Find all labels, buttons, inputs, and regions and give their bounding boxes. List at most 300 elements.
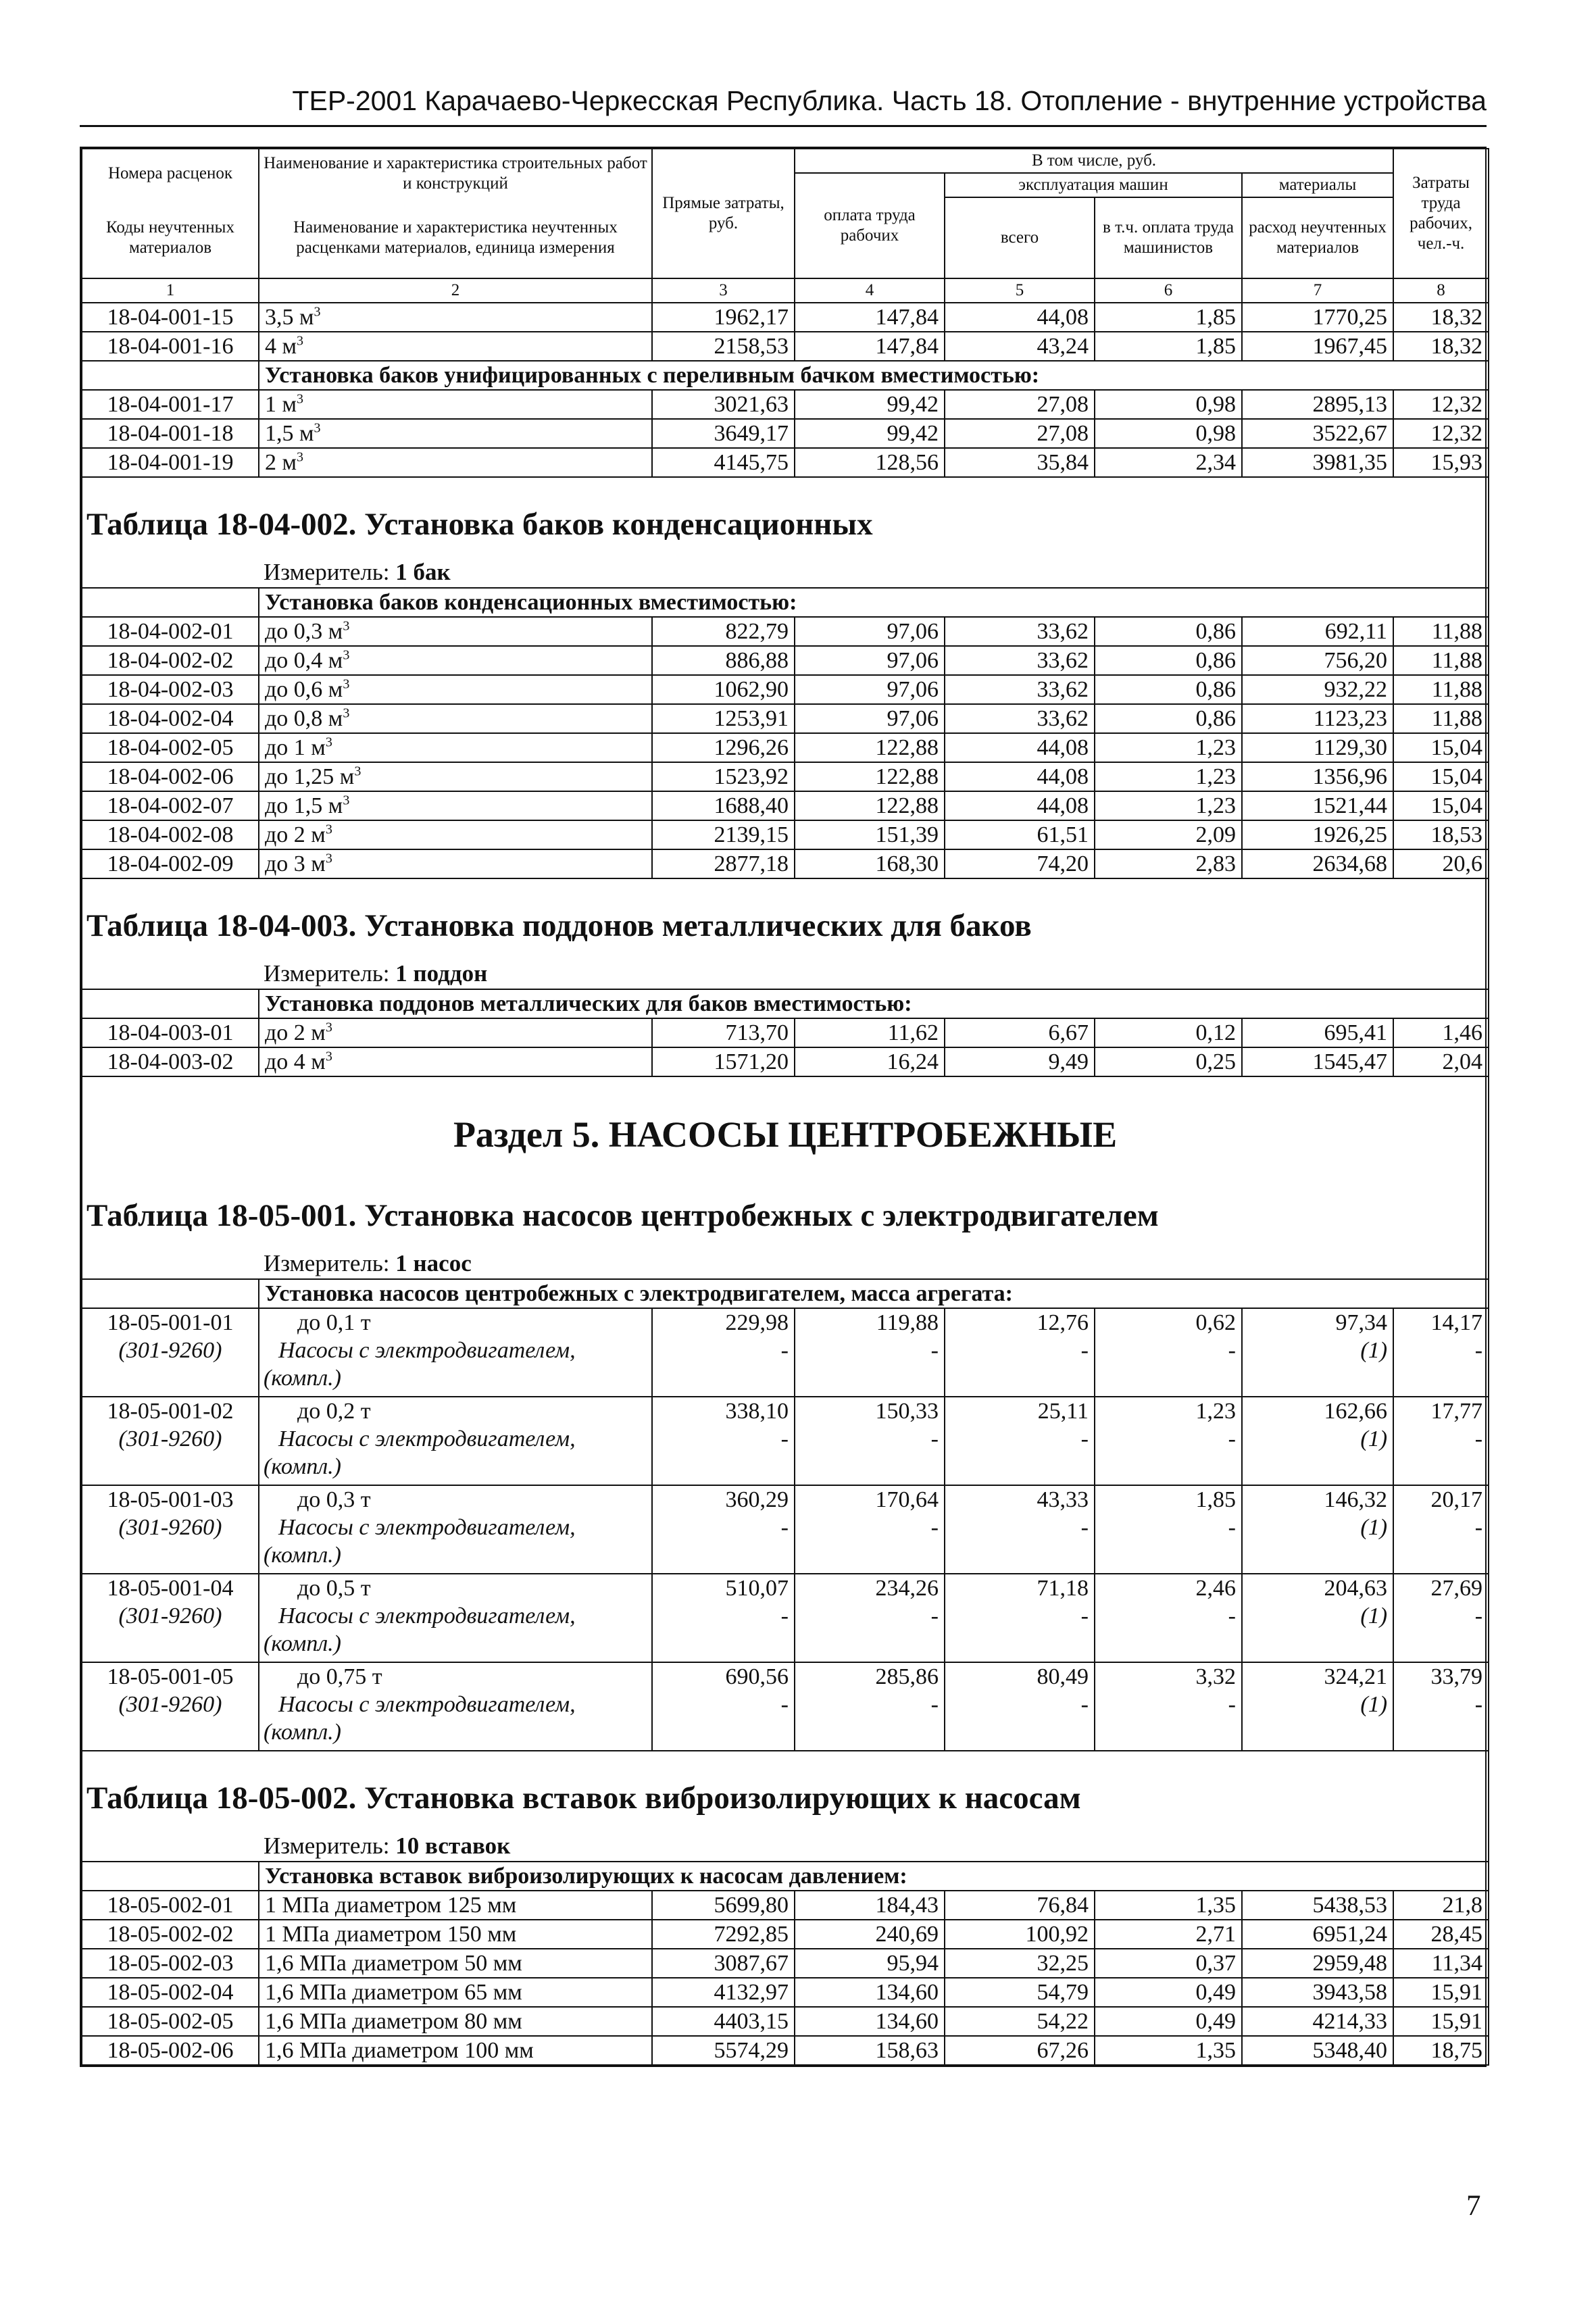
table-row	[82, 303, 1489, 332]
value-c8: 27,69	[1430, 1576, 1483, 1601]
rate-code: 18-04-001-18	[82, 419, 259, 448]
material-unit: (компл.)	[264, 1366, 341, 1391]
work-name	[259, 303, 652, 332]
table-row	[82, 2007, 1489, 2036]
material-dash: -	[930, 1426, 939, 1451]
value-cell-c5	[945, 1574, 1095, 1662]
value-cell-c6	[1095, 1308, 1242, 1397]
material-dash: -	[1474, 1426, 1483, 1451]
meter-value: 10 вставок	[395, 1833, 511, 1859]
spacer-row	[82, 947, 1489, 959]
material-dash: -	[780, 1426, 789, 1451]
value-cell-c6	[1095, 1485, 1242, 1574]
table-title: Таблица 18-05-002. Установка вставок виброизолирующих к насосам	[82, 1776, 1489, 1819]
work-name	[259, 1978, 652, 2007]
value-c6: 1,85	[1095, 303, 1242, 332]
value-c3: 3087,67	[652, 1949, 795, 1978]
value-cell-c4	[795, 1574, 945, 1662]
meter-row	[82, 1249, 1489, 1279]
material-dash: -	[1080, 1515, 1089, 1540]
value-cell-c4	[795, 1308, 945, 1397]
value-c6: 2,09	[1095, 820, 1242, 849]
material-dash: -	[1228, 1515, 1236, 1540]
material-quantity: (1)	[1360, 1338, 1388, 1363]
rate-code: 18-05-002-04	[82, 1978, 259, 2007]
spacer-row	[82, 1751, 1489, 1776]
value-cell-c7	[1242, 1485, 1393, 1574]
unit-exponent: 3	[297, 333, 304, 349]
value-c8: 11,88	[1393, 675, 1489, 704]
material-dash: -	[930, 1692, 939, 1717]
table-header	[82, 149, 1489, 303]
material-dash: -	[1474, 1603, 1483, 1628]
work-name	[259, 646, 652, 675]
value-c8: 15,93	[1393, 448, 1489, 477]
value-c8: 2,04	[1393, 1047, 1489, 1076]
work-name-text: до 4 м	[265, 1049, 326, 1074]
value-c7: 1770,25	[1242, 303, 1393, 332]
value-c4: 158,63	[795, 2036, 945, 2065]
value-c3: 713,70	[652, 1018, 795, 1047]
value-c4: 184,43	[795, 1891, 945, 1920]
table-title-row	[82, 502, 1489, 545]
unit-exponent: 3	[343, 705, 350, 721]
meter-value: 1 бак	[395, 559, 451, 585]
material-dash: -	[780, 1603, 789, 1628]
value-c8: 18,53	[1393, 820, 1489, 849]
work-name-text: 1 МПа диаметром 125 мм	[265, 1893, 517, 1918]
value-c8: 15,91	[1393, 1978, 1489, 2007]
value-c7: 1545,47	[1242, 1047, 1393, 1076]
meter-label: Измеритель:	[264, 559, 390, 585]
header-num-7: 7	[1242, 278, 1393, 303]
work-name	[259, 2007, 652, 2036]
material-dash: -	[1080, 1338, 1089, 1363]
rate-code: 18-04-002-05	[82, 733, 259, 762]
value-c5: 74,20	[945, 849, 1095, 878]
value-c4: 122,88	[795, 733, 945, 762]
value-c5: 44,08	[945, 733, 1095, 762]
table-row	[82, 675, 1489, 704]
work-name	[259, 791, 652, 820]
table-row	[82, 646, 1489, 675]
rate-code: 18-05-001-01	[107, 1310, 234, 1335]
value-c7: 1926,25	[1242, 820, 1393, 849]
value-c3: 1962,17	[652, 303, 795, 332]
value-c8: 17,77	[1430, 1399, 1483, 1424]
work-name	[259, 390, 652, 419]
spacer	[82, 1158, 1489, 1193]
rate-code-cell	[82, 1662, 259, 1751]
material-code: (301-9260)	[118, 1515, 222, 1540]
header-col4: оплата труда рабочих	[795, 173, 945, 278]
value-c4: 170,64	[875, 1487, 939, 1512]
header-materials: материалы	[1242, 173, 1393, 197]
value-cell-c7	[1242, 1574, 1393, 1662]
table-row	[82, 762, 1489, 791]
meter-row	[82, 1831, 1489, 1862]
rate-code: 18-04-001-19	[82, 448, 259, 477]
group-title: Установка баков конденсационных вместимостью:	[259, 588, 1489, 617]
value-cell-c6	[1095, 1397, 1242, 1485]
work-name-text: 1 м	[265, 392, 297, 417]
value-c7: 204,63	[1324, 1576, 1388, 1601]
spacer	[82, 545, 1489, 557]
value-c7: 6951,24	[1242, 1920, 1393, 1949]
value-c7: 756,20	[1242, 646, 1393, 675]
header-col3: Прямые затраты, руб.	[652, 149, 795, 278]
rate-code: 18-04-002-03	[82, 675, 259, 704]
group-row	[82, 361, 1489, 390]
rate-code: 18-05-001-03	[107, 1487, 234, 1512]
work-name	[259, 448, 652, 477]
value-c8: 20,6	[1393, 849, 1489, 878]
value-c5: 27,08	[945, 390, 1095, 419]
value-c7: 692,11	[1242, 617, 1393, 646]
unit-exponent: 3	[325, 735, 332, 750]
value-c6: 0,49	[1095, 2007, 1242, 2036]
value-c4: 122,88	[795, 762, 945, 791]
table-row	[82, 1485, 1489, 1574]
rate-code: 18-04-002-09	[82, 849, 259, 878]
value-cell-c5	[945, 1308, 1095, 1397]
meter-label: Измеритель:	[264, 960, 390, 987]
value-c4: 97,06	[795, 704, 945, 733]
value-c3: 1296,26	[652, 733, 795, 762]
work-name-text: до 1,25 м	[265, 764, 355, 789]
value-cell-c3	[652, 1308, 795, 1397]
table-row	[82, 1397, 1489, 1485]
value-c5: 100,92	[945, 1920, 1095, 1949]
header-col8: Затраты труда рабочих, чел.-ч.	[1393, 149, 1489, 278]
spacer-row	[82, 1076, 1489, 1104]
value-c3: 822,79	[652, 617, 795, 646]
spacer-row	[82, 1158, 1489, 1193]
meter-value: 1 насос	[395, 1250, 472, 1276]
value-c4: 147,84	[795, 303, 945, 332]
value-cell-c7	[1242, 1397, 1393, 1485]
value-c3: 1688,40	[652, 791, 795, 820]
rate-code-cell	[82, 1485, 259, 1574]
rate-code: 18-05-002-01	[82, 1891, 259, 1920]
value-c3: 1571,20	[652, 1047, 795, 1076]
value-c7: 5348,40	[1242, 2036, 1393, 2065]
table-title-row	[82, 903, 1489, 947]
work-name	[259, 1920, 652, 1949]
rate-code: 18-05-002-02	[82, 1920, 259, 1949]
value-cell-c5	[945, 1662, 1095, 1751]
work-name-text: 1,6 МПа диаметром 50 мм	[265, 1951, 522, 1976]
work-name	[259, 820, 652, 849]
work-name-text: до 1,5 м	[265, 793, 343, 818]
value-c3: 338,10	[725, 1399, 789, 1424]
table-title-row	[82, 1193, 1489, 1237]
table-title: Таблица 18-04-003. Установка поддонов металлических для баков	[82, 903, 1489, 947]
material-unit: (компл.)	[264, 1631, 341, 1656]
value-c3: 2158,53	[652, 332, 795, 361]
meter-value: 1 поддон	[395, 960, 488, 987]
value-c5: 71,18	[1037, 1576, 1089, 1601]
value-c4: 151,39	[795, 820, 945, 849]
value-c6: 0,25	[1095, 1047, 1242, 1076]
meter-label: Измеритель:	[264, 1250, 390, 1276]
value-c3: 4132,97	[652, 1978, 795, 2007]
table-row	[82, 704, 1489, 733]
value-c4: 285,86	[875, 1664, 939, 1689]
work-name-text: до 3 м	[265, 851, 326, 876]
group-empty-cell	[82, 588, 259, 617]
rate-code: 18-04-002-01	[82, 617, 259, 646]
value-c8: 28,45	[1393, 1920, 1489, 1949]
rate-code: 18-05-002-05	[82, 2007, 259, 2036]
work-name-cell	[259, 1485, 652, 1574]
value-c8: 11,88	[1393, 646, 1489, 675]
value-c6: 1,35	[1095, 2036, 1242, 2065]
meter	[82, 557, 1489, 588]
value-c3: 1253,91	[652, 704, 795, 733]
work-name	[259, 2036, 652, 2065]
rate-code: 18-04-003-02	[82, 1047, 259, 1076]
value-c6: 2,46	[1195, 1576, 1236, 1601]
table-row	[82, 733, 1489, 762]
work-name-text: 2 м	[265, 450, 297, 475]
value-cell-c8	[1393, 1662, 1489, 1751]
unit-exponent: 3	[343, 793, 350, 808]
value-c7: 1356,96	[1242, 762, 1393, 791]
work-name: до 0,3 т	[297, 1487, 371, 1512]
material-quantity: (1)	[1360, 1603, 1388, 1628]
table-row	[82, 820, 1489, 849]
group-row	[82, 1862, 1489, 1891]
value-c8: 15,04	[1393, 791, 1489, 820]
value-c7: 932,22	[1242, 675, 1393, 704]
value-c4: 99,42	[795, 390, 945, 419]
table-row	[82, 791, 1489, 820]
header-col5: всего	[945, 197, 1095, 278]
material-dash: -	[1228, 1426, 1236, 1451]
header-num-6: 6	[1095, 278, 1242, 303]
meter-row	[82, 557, 1489, 588]
value-c4: 95,94	[795, 1949, 945, 1978]
work-name: до 0,75 т	[297, 1664, 382, 1689]
value-c5: 76,84	[945, 1891, 1095, 1920]
value-c3: 3021,63	[652, 390, 795, 419]
value-c5: 43,24	[945, 332, 1095, 361]
material-dash: -	[1080, 1692, 1089, 1717]
unit-exponent: 3	[297, 391, 304, 407]
value-c5: 44,08	[945, 791, 1095, 820]
value-c4: 99,42	[795, 419, 945, 448]
value-c8: 14,17	[1430, 1310, 1483, 1335]
value-c6: 1,85	[1095, 332, 1242, 361]
value-c7: 324,21	[1324, 1664, 1388, 1689]
value-c7: 695,41	[1242, 1018, 1393, 1047]
work-name-text: 4 м	[265, 334, 297, 359]
material-unit: (компл.)	[264, 1543, 341, 1568]
table-row	[82, 1308, 1489, 1397]
work-name: до 0,2 т	[297, 1399, 371, 1424]
value-c6: 0,12	[1095, 1018, 1242, 1047]
work-name-text: до 0,8 м	[265, 706, 343, 731]
value-c3: 4145,75	[652, 448, 795, 477]
value-cell-c5	[945, 1397, 1095, 1485]
rate-code: 18-04-002-07	[82, 791, 259, 820]
group-title: Установка вставок виброизолирующих к насосам давлением:	[259, 1862, 1489, 1891]
value-c5: 44,08	[945, 303, 1095, 332]
group-title: Установка баков унифицированных с переливным бачком вместимостью:	[259, 361, 1489, 390]
value-c4: 119,88	[876, 1310, 939, 1335]
work-name	[259, 849, 652, 878]
table-row	[82, 1047, 1489, 1076]
value-c5: 61,51	[945, 820, 1095, 849]
rate-code: 18-04-002-02	[82, 646, 259, 675]
work-name-text: 1,6 МПа диаметром 80 мм	[265, 2009, 522, 2034]
value-c4: 97,06	[795, 675, 945, 704]
value-c5: 54,79	[945, 1978, 1095, 2007]
value-c8: 11,88	[1393, 617, 1489, 646]
rate-code: 18-04-002-06	[82, 762, 259, 791]
rate-code: 18-05-001-02	[107, 1399, 234, 1424]
material-unit: (компл.)	[264, 1720, 341, 1745]
value-c6: 2,83	[1095, 849, 1242, 878]
value-c8: 18,32	[1393, 332, 1489, 361]
table-row	[82, 1920, 1489, 1949]
value-c6: 2,71	[1095, 1920, 1242, 1949]
work-name-cell	[259, 1397, 652, 1485]
material-name: Насосы с электродвигателем,	[278, 1515, 576, 1540]
value-c4: 134,60	[795, 2007, 945, 2036]
value-c5: 33,62	[945, 646, 1095, 675]
header-machines: эксплуатация машин	[945, 173, 1242, 197]
work-name-text: до 0,3 м	[265, 619, 343, 644]
spacer-row	[82, 477, 1489, 502]
material-dash: -	[1080, 1426, 1089, 1451]
group-empty-cell	[82, 989, 259, 1018]
value-c6: 1,85	[1195, 1487, 1236, 1512]
meter-row	[82, 959, 1489, 989]
unit-exponent: 3	[325, 1020, 332, 1035]
value-c4: 11,62	[795, 1018, 945, 1047]
material-code: (301-9260)	[118, 1338, 222, 1363]
material-dash: -	[1228, 1338, 1236, 1363]
material-dash: -	[1474, 1692, 1483, 1717]
value-c3: 360,29	[725, 1487, 789, 1512]
unit-exponent: 3	[343, 647, 350, 663]
value-c5: 33,62	[945, 617, 1095, 646]
value-c5: 32,25	[945, 1949, 1095, 1978]
work-name: до 0,5 т	[297, 1576, 371, 1601]
value-c7: 1521,44	[1242, 791, 1393, 820]
section-title-row	[82, 1104, 1489, 1158]
value-cell-c4	[795, 1485, 945, 1574]
value-c3: 229,98	[725, 1310, 789, 1335]
value-c6: 3,32	[1195, 1664, 1236, 1689]
meter-label: Измеритель:	[264, 1833, 390, 1859]
value-c8: 15,91	[1393, 2007, 1489, 2036]
work-name-text: 1,6 МПа диаметром 65 мм	[265, 1980, 522, 2005]
spacer	[82, 1237, 1489, 1249]
value-c8: 33,79	[1430, 1664, 1483, 1689]
value-c5: 12,76	[1037, 1310, 1089, 1335]
value-c8: 18,32	[1393, 303, 1489, 332]
value-c4: 234,26	[875, 1576, 939, 1601]
table-row	[82, 390, 1489, 419]
value-cell-c6	[1095, 1574, 1242, 1662]
value-c8: 18,75	[1393, 2036, 1489, 2065]
meter	[82, 959, 1489, 989]
work-name: до 0,1 т	[297, 1310, 371, 1335]
value-c7: 1123,23	[1242, 704, 1393, 733]
table-title: Таблица 18-04-002. Установка баков конденсационных	[82, 502, 1489, 545]
value-cell-c8	[1393, 1397, 1489, 1485]
value-cell-c5	[945, 1485, 1095, 1574]
table-row	[82, 1574, 1489, 1662]
table-body	[82, 303, 1489, 2065]
header-col7: расход неучтенных материалов	[1242, 197, 1393, 278]
value-c6: 0,86	[1095, 646, 1242, 675]
table-row	[82, 1891, 1489, 1920]
value-c7: 97,34	[1335, 1310, 1388, 1335]
value-cell-c8	[1393, 1485, 1489, 1574]
value-c5: 80,49	[1037, 1664, 1089, 1689]
work-name	[259, 704, 652, 733]
value-c6: 0,62	[1195, 1310, 1236, 1335]
material-unit: (компл.)	[264, 1454, 341, 1479]
value-cell-c3	[652, 1397, 795, 1485]
table-row	[82, 849, 1489, 878]
value-c7: 162,66	[1324, 1399, 1388, 1424]
rate-code: 18-05-002-03	[82, 1949, 259, 1978]
work-name	[259, 419, 652, 448]
header-rule	[80, 125, 1487, 127]
table-row	[82, 1018, 1489, 1047]
material-quantity: (1)	[1360, 1426, 1388, 1451]
value-c8: 1,46	[1393, 1018, 1489, 1047]
header-num-2: 2	[259, 278, 652, 303]
unit-exponent: 3	[354, 764, 361, 779]
value-c7: 3943,58	[1242, 1978, 1393, 2007]
value-cell-c3	[652, 1574, 795, 1662]
group-empty-cell	[82, 361, 259, 390]
group-empty-cell	[82, 1279, 259, 1308]
value-c8: 12,32	[1393, 390, 1489, 419]
value-cell-c6	[1095, 1662, 1242, 1751]
section-title: Раздел 5. НАСОСЫ ЦЕНТРОБЕЖНЫЕ	[82, 1104, 1489, 1158]
value-c6: 1,23	[1095, 762, 1242, 791]
material-name: Насосы с электродвигателем,	[278, 1426, 576, 1451]
material-dash: -	[1228, 1692, 1236, 1717]
group-title: Установка поддонов металлических для баков вместимостью:	[259, 989, 1489, 1018]
value-c6: 0,98	[1095, 419, 1242, 448]
value-c8: 15,04	[1393, 762, 1489, 791]
spacer	[82, 477, 1489, 502]
value-cell-c8	[1393, 1308, 1489, 1397]
table-title: Таблица 18-05-001. Установка насосов центробежных с электродвигателем	[82, 1193, 1489, 1237]
value-c5: 44,08	[945, 762, 1095, 791]
table-row	[82, 1662, 1489, 1751]
header-col2-top: Наименование и характеристика строительных работ и конструкций	[259, 149, 652, 197]
group-row	[82, 1279, 1489, 1308]
value-c8: 20,17	[1430, 1487, 1483, 1512]
header-number-row	[82, 278, 1489, 303]
value-c6: 1,35	[1095, 1891, 1242, 1920]
rate-code-cell	[82, 1397, 259, 1485]
meter	[82, 1831, 1489, 1862]
value-c7: 2895,13	[1242, 390, 1393, 419]
header-col6: в т.ч. оплата труда машинистов	[1095, 197, 1242, 278]
rate-code: 18-04-001-17	[82, 390, 259, 419]
value-c6: 0,86	[1095, 617, 1242, 646]
